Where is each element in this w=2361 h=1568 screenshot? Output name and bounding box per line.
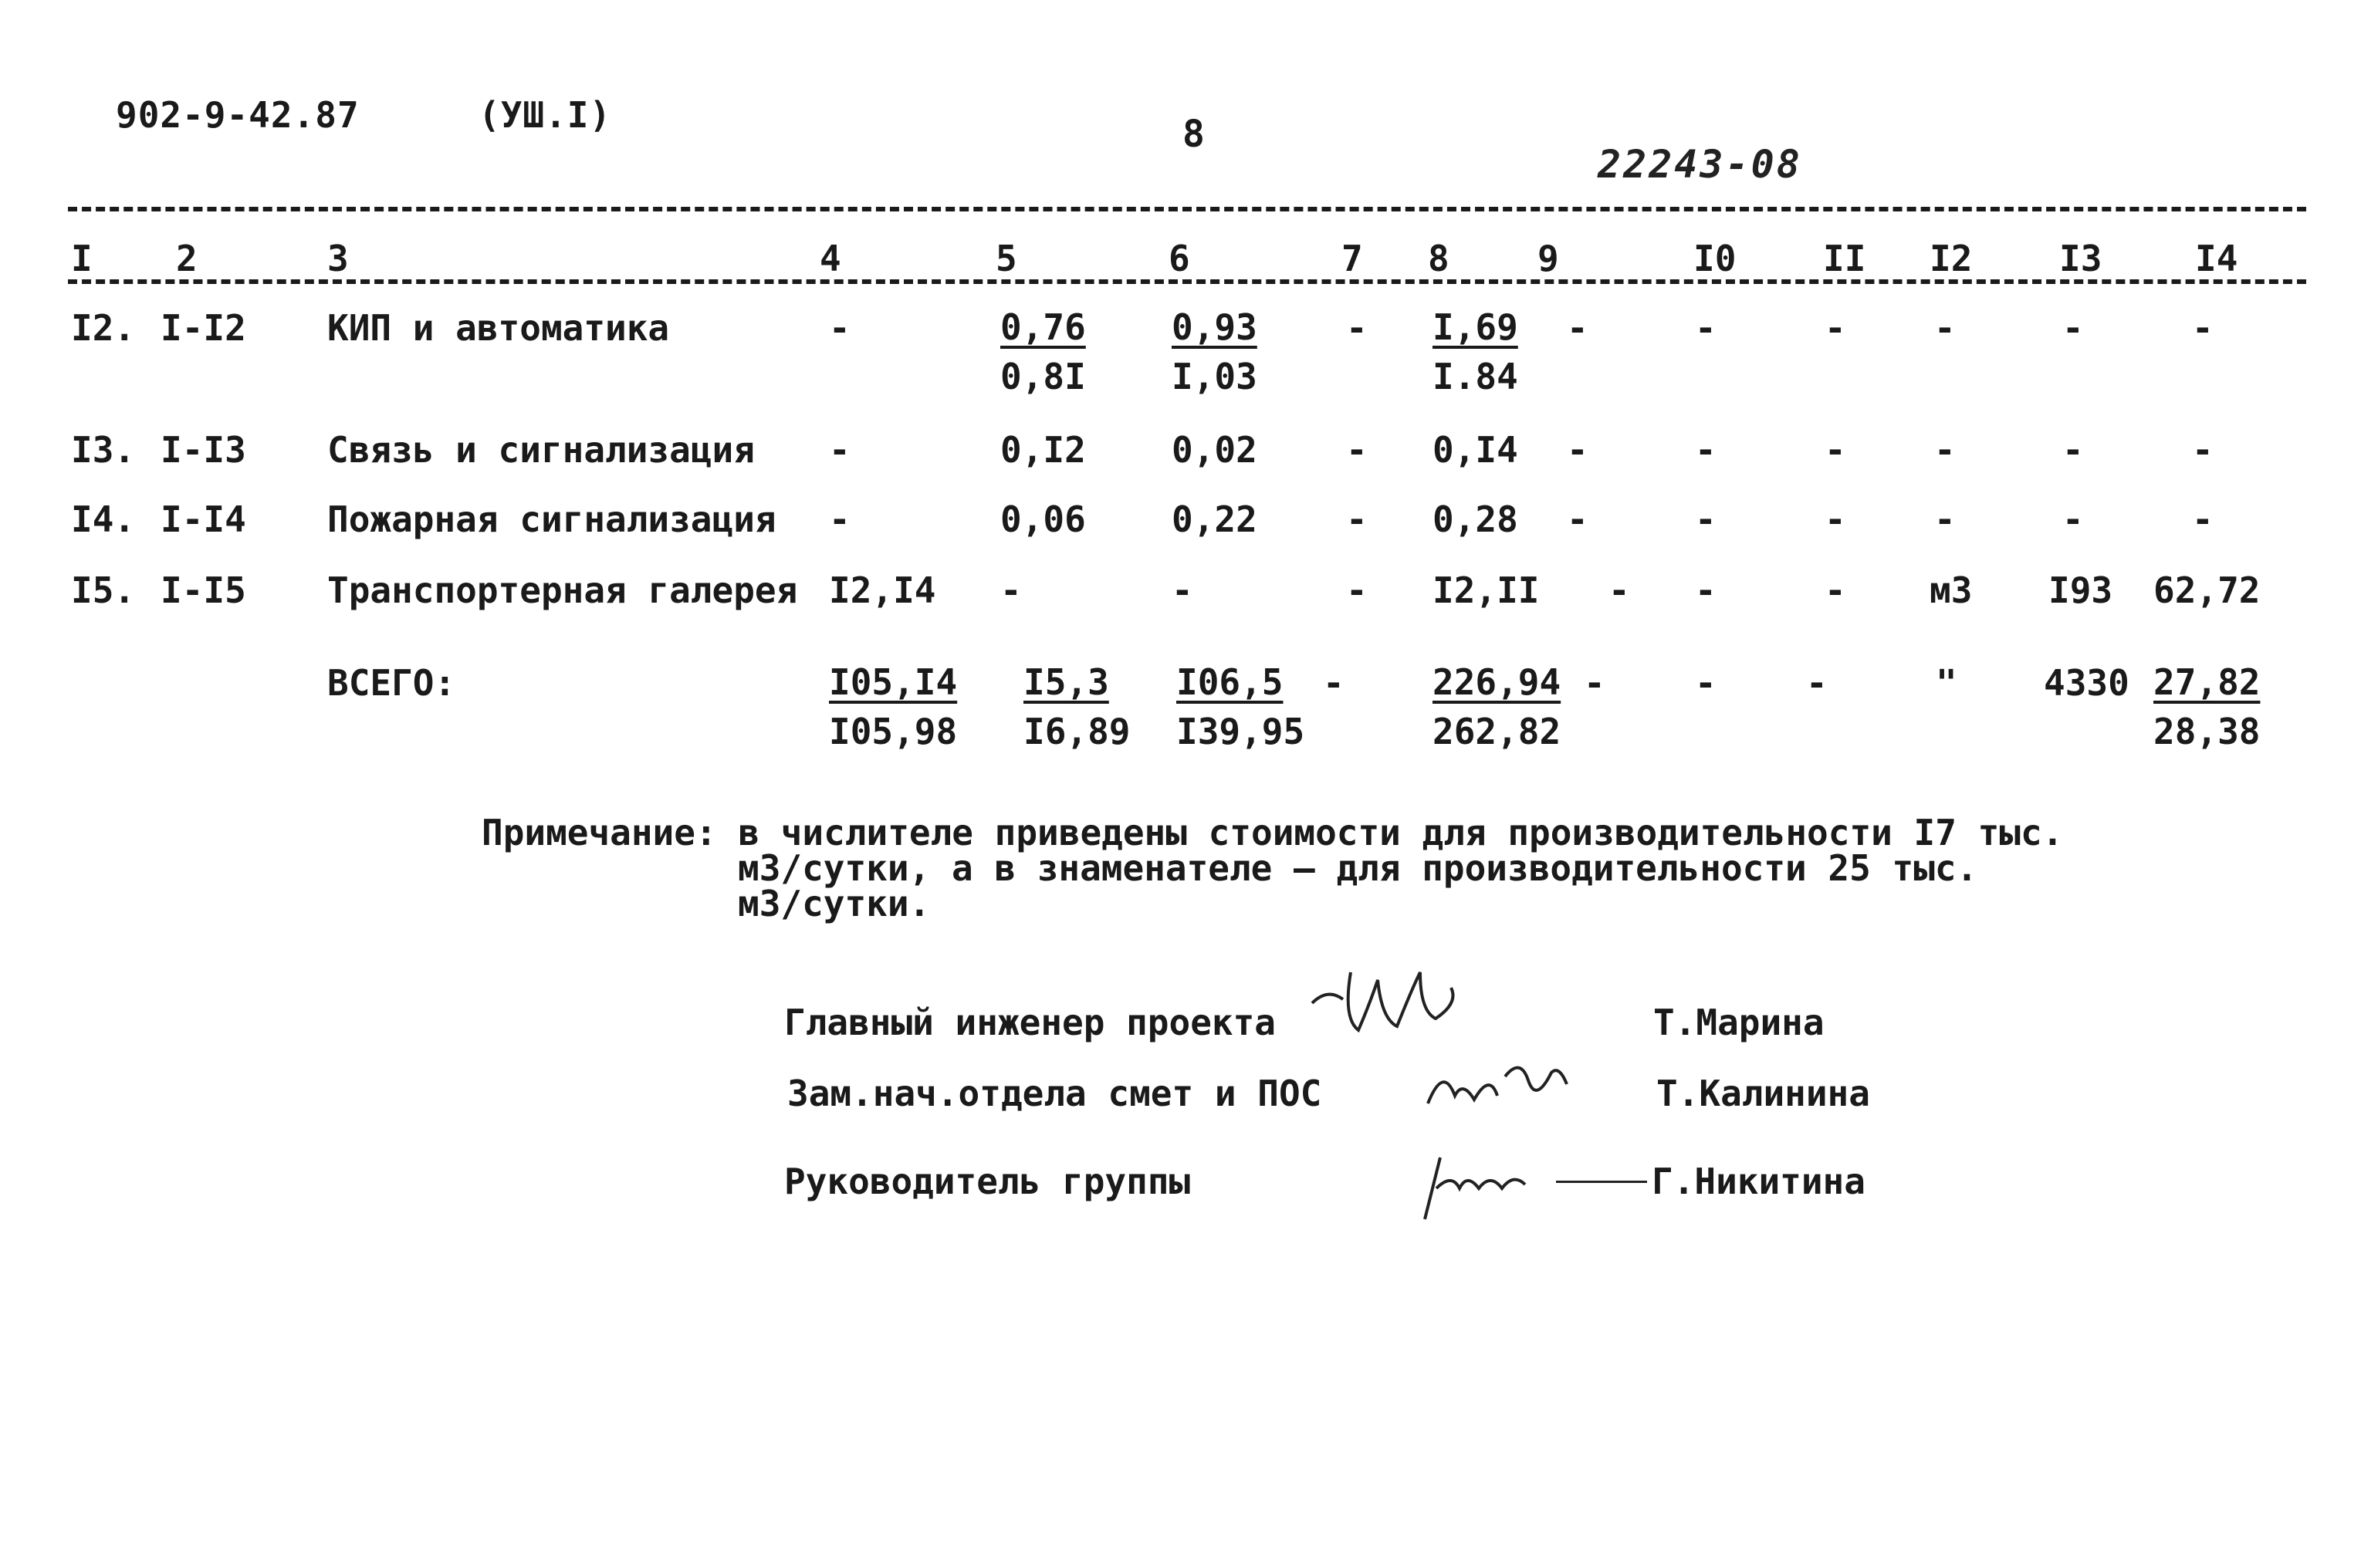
cell-c12: -	[1934, 307, 1956, 349]
denominator: I,03	[1172, 356, 1257, 397]
signature-name-marina: Т.Марина	[1653, 1002, 1825, 1043]
col-num-14: I4	[2195, 238, 2238, 279]
cell-c8: 0,I4	[1432, 429, 1518, 471]
numerator: 0,93	[1172, 306, 1257, 348]
row-number: I4.	[71, 498, 136, 540]
signature-title-chief-engineer: Главный инженер проекта	[784, 1002, 1276, 1043]
cell-c5: 0,06	[1000, 498, 1086, 540]
section-code: (УШ.I)	[479, 94, 612, 136]
denominator: 262,82	[1432, 711, 1561, 752]
cell-c9: -	[1567, 307, 1588, 349]
cell-c7: -	[1346, 569, 1368, 611]
cell-c7: -	[1346, 429, 1368, 471]
total-c10: -	[1695, 662, 1717, 704]
cell-c4: -	[829, 429, 851, 471]
cell-c9: -	[1567, 429, 1588, 471]
cell-c8-fraction	[1432, 302, 1518, 401]
cell-c4: I2,I4	[829, 569, 936, 611]
total-c6-fraction	[1176, 657, 1304, 756]
cell-c6: 0,02	[1172, 429, 1257, 471]
cell-c11: -	[1825, 429, 1846, 471]
cell-c12: -	[1934, 498, 1956, 540]
cell-c9: -	[1608, 569, 1630, 611]
cell-c10: -	[1695, 498, 1717, 540]
row-name: Связь и сигнализация	[327, 429, 755, 471]
numerator: I,69	[1432, 306, 1518, 348]
denominator: I39,95	[1176, 711, 1305, 752]
cell-c5-fraction	[1000, 302, 1086, 401]
row-name: Пожарная сигнализация	[327, 498, 776, 540]
total-c8-fraction	[1432, 657, 1561, 756]
cell-c8: I2,II	[1432, 569, 1540, 611]
cell-c8: 0,28	[1432, 498, 1518, 540]
col-num-7: 7	[1341, 238, 1363, 279]
cell-c10: -	[1695, 569, 1717, 611]
col-num-11: II	[1823, 238, 1866, 279]
numerator: I05,I4	[829, 661, 958, 703]
doc-code: 902-9-42.87	[116, 94, 360, 136]
signature-2-icon	[1420, 1049, 1575, 1119]
cell-c10: -	[1695, 429, 1717, 471]
total-c5-fraction	[1023, 657, 1130, 756]
cell-c7: -	[1346, 307, 1368, 349]
denominator: I05,98	[829, 711, 958, 752]
cell-c13: -	[2062, 429, 2084, 471]
signature-title-deputy-head: Зам.нач.отдела смет и ПОС	[787, 1073, 1322, 1114]
cell-c4: -	[829, 307, 851, 349]
col-num-2: 2	[176, 238, 198, 279]
cell-c14: -	[2192, 429, 2214, 471]
note-line-2: м3/сутки, а в знаменателе – для производительности 25 тыс.	[738, 847, 1978, 889]
cell-c11: -	[1825, 498, 1846, 540]
cell-c12: м3	[1930, 569, 1973, 611]
row-number: I2.	[71, 307, 136, 349]
cell-c14: -	[2192, 307, 2214, 349]
col-num-12: I2	[1930, 238, 1973, 279]
cell-c13: -	[2062, 307, 2084, 349]
signature-name-kalinina: Т.Калинина	[1656, 1073, 1870, 1114]
note-line-1: Примечание: в числителе приведены стоимости для производительности I7 тыс.	[482, 812, 2064, 853]
cell-c6: 0,22	[1172, 498, 1257, 540]
cell-c9: -	[1567, 498, 1588, 540]
total-label: ВСЕГО:	[327, 662, 456, 704]
col-num-10: I0	[1693, 238, 1737, 279]
total-c14-fraction	[2153, 657, 2260, 756]
col-num-3: 3	[327, 238, 349, 279]
total-c4-fraction	[829, 657, 957, 756]
cell-c5: -	[1000, 569, 1022, 611]
row-code: I-I4	[161, 498, 246, 540]
numerator: 0,76	[1000, 306, 1086, 348]
cell-c6-fraction	[1172, 302, 1257, 401]
top-dashed-line	[68, 207, 2306, 211]
signature-3-icon	[1417, 1142, 1571, 1227]
signature-name-nikitina: Г.Никитина	[1652, 1161, 1865, 1202]
col-num-6: 6	[1169, 238, 1190, 279]
denominator: 0,8I	[1000, 356, 1086, 397]
col-num-8: 8	[1428, 238, 1449, 279]
handwritten-signature-2	[1420, 1049, 1575, 1131]
header-dashed-line	[68, 279, 2306, 284]
cell-c7: -	[1346, 498, 1368, 540]
row-number: I5.	[71, 569, 136, 611]
col-num-1: I	[71, 238, 93, 279]
row-name: КИП и автоматика	[327, 307, 670, 349]
row-code: I-I5	[161, 569, 246, 611]
total-c9: -	[1584, 662, 1605, 704]
cell-c14: -	[2192, 498, 2214, 540]
numerator: 226,94	[1432, 661, 1561, 703]
cell-c11: -	[1825, 307, 1846, 349]
col-num-13: I3	[2059, 238, 2102, 279]
numerator: I5,3	[1023, 661, 1109, 703]
total-c12: "	[1936, 662, 1957, 704]
cell-c12: -	[1934, 429, 1956, 471]
cell-c10: -	[1695, 307, 1717, 349]
note-line-3: м3/сутки.	[738, 883, 931, 924]
total-c7: -	[1323, 662, 1345, 704]
col-num-4: 4	[820, 238, 841, 279]
col-num-9: 9	[1537, 238, 1559, 279]
row-code: I-I3	[161, 429, 246, 471]
row-number: I3.	[71, 429, 136, 471]
cell-c11: -	[1825, 569, 1846, 611]
stamp-number: 22243-08	[1598, 142, 1802, 187]
cell-c13: I93	[2048, 569, 2113, 611]
denominator: I6,89	[1023, 711, 1131, 752]
signature-1-icon	[1304, 957, 1520, 1057]
cell-c14: 62,72	[2153, 569, 2261, 611]
row-name: Транспортерная галерея	[327, 569, 798, 611]
numerator: 27,82	[2153, 661, 2261, 703]
row-code: I-I2	[161, 307, 246, 349]
cell-c6: -	[1172, 569, 1193, 611]
cell-c5: 0,I2	[1000, 429, 1086, 471]
denominator: I.84	[1432, 356, 1518, 397]
cell-c4: -	[829, 498, 851, 540]
page-number: 8	[1182, 113, 1205, 156]
signature-title-group-leader: Руководитель группы	[784, 1161, 1191, 1202]
cell-c13: -	[2062, 498, 2084, 540]
numerator: I06,5	[1176, 661, 1284, 703]
total-c13: 4330	[2044, 662, 2129, 704]
denominator: 28,38	[2153, 711, 2261, 752]
handwritten-signature-3	[1417, 1142, 1571, 1239]
col-num-5: 5	[996, 238, 1017, 279]
total-c11: -	[1806, 662, 1828, 704]
signature-dash	[1556, 1181, 1647, 1183]
